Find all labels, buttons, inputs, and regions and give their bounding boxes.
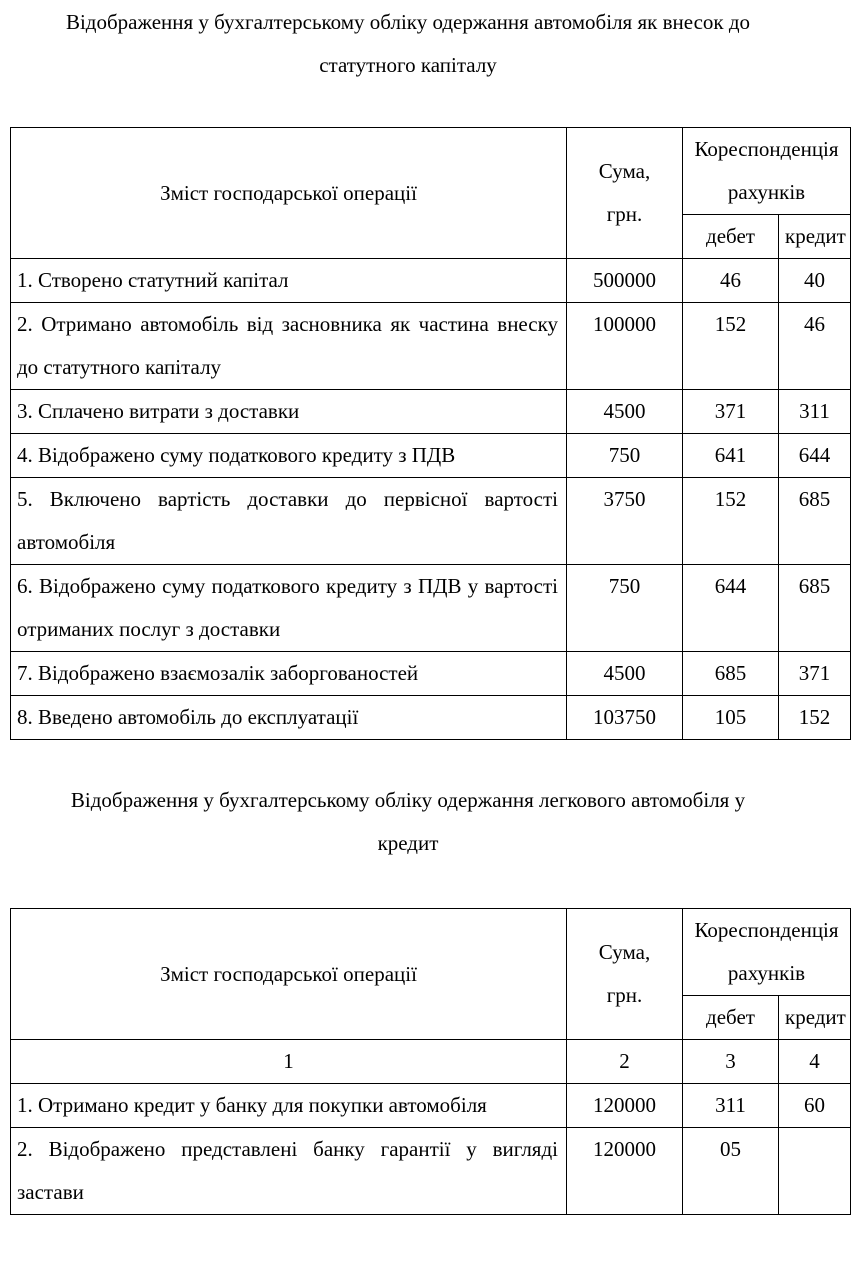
section1-table (10, 127, 851, 740)
table-row (11, 1084, 851, 1128)
debit-cell: 46 (683, 259, 779, 303)
header-correspondence (683, 909, 851, 996)
table-row (11, 390, 851, 434)
header-operation: Зміст господарської операції (11, 909, 567, 1040)
header-credit: кредит (779, 215, 851, 259)
section2-title-line2: кредит (377, 831, 439, 855)
index-row (11, 1040, 851, 1084)
table-row (11, 434, 851, 478)
table-row (11, 478, 851, 565)
sum-cell: 120000 (567, 1128, 683, 1215)
sum-cell: 750 (567, 565, 683, 652)
debit-cell: 685 (683, 652, 779, 696)
header-sum-line1: Сума, (598, 940, 651, 964)
header-credit: кредит (779, 996, 851, 1040)
header-sum (567, 909, 683, 1040)
debit-cell: 152 (683, 478, 779, 565)
header-debit: дебет (683, 996, 779, 1040)
header-sum-line1: Сума, (598, 159, 651, 183)
debit-cell: 371 (683, 390, 779, 434)
header-corr-line2: рахунків (727, 961, 806, 985)
sum-cell: 750 (567, 434, 683, 478)
credit-cell: 685 (779, 478, 851, 565)
credit-cell: 46 (779, 303, 851, 390)
debit-cell: 105 (683, 696, 779, 740)
operation-cell: 2. Отримано автомобіль від засновника як частина внеску до статутного капіталу (11, 303, 567, 390)
debit-cell: 644 (683, 565, 779, 652)
operation-cell: 1. Отримано кредит у банку для покупки автомобіля (11, 1084, 567, 1128)
section2-table (10, 908, 851, 1215)
index-cell: 3 (683, 1040, 779, 1084)
index-cell: 2 (567, 1040, 683, 1084)
header-corr-line2: рахунків (727, 180, 806, 204)
index-cell: 4 (779, 1040, 851, 1084)
header-sum-line2: грн. (606, 202, 643, 226)
operation-cell: 4. Відображено суму податкового кредиту з ПДВ (11, 434, 567, 478)
operation-cell: 8. Введено автомобіль до експлуатації (11, 696, 567, 740)
credit-cell: 40 (779, 259, 851, 303)
table-row (11, 565, 851, 652)
sum-cell: 120000 (567, 1084, 683, 1128)
header-debit: дебет (683, 215, 779, 259)
header-correspondence (683, 128, 851, 215)
section1-title (0, 1, 816, 87)
header-corr-line1: Кореспонденція (694, 137, 839, 161)
section2-title (0, 779, 816, 865)
debit-cell: 05 (683, 1128, 779, 1215)
operation-cell: 2. Відображено представлені банку гарантії у вигляді застави (11, 1128, 567, 1215)
header-operation: Зміст господарської операції (11, 128, 567, 259)
header-sum-line2: грн. (606, 983, 643, 1007)
table-row (11, 696, 851, 740)
operation-cell: 3. Сплачено витрати з доставки (11, 390, 567, 434)
credit-cell (779, 1128, 851, 1215)
sum-cell: 4500 (567, 652, 683, 696)
credit-cell: 371 (779, 652, 851, 696)
operation-cell: 1. Створено статутний капітал (11, 259, 567, 303)
debit-cell: 152 (683, 303, 779, 390)
credit-cell: 685 (779, 565, 851, 652)
index-cell: 1 (11, 1040, 567, 1084)
credit-cell: 311 (779, 390, 851, 434)
operation-cell: 6. Відображено суму податкового кредиту з ПДВ у вартості отриманих послуг з доставки (11, 565, 567, 652)
debit-cell: 311 (683, 1084, 779, 1128)
header-sum (567, 128, 683, 259)
operation-cell: 5. Включено вартість доставки до первісної вартості автомобіля (11, 478, 567, 565)
credit-cell: 60 (779, 1084, 851, 1128)
credit-cell: 152 (779, 696, 851, 740)
sum-cell: 4500 (567, 390, 683, 434)
section1-title-line2: статутного капіталу (319, 53, 497, 77)
section1-title-line1: Відображення у бухгалтерському обліку одержання автомобіля як внесок до (65, 10, 751, 34)
operation-cell: 7. Відображено взаємозалік заборгованостей (11, 652, 567, 696)
sum-cell: 103750 (567, 696, 683, 740)
sum-cell: 3750 (567, 478, 683, 565)
table-row (11, 652, 851, 696)
section2-title-line1: Відображення у бухгалтерському обліку одержання легкового автомобіля у (70, 788, 746, 812)
header-corr-line1: Кореспонденція (694, 918, 839, 942)
table-row (11, 1128, 851, 1215)
table-row (11, 259, 851, 303)
debit-cell: 641 (683, 434, 779, 478)
table-row (11, 303, 851, 390)
sum-cell: 100000 (567, 303, 683, 390)
sum-cell: 500000 (567, 259, 683, 303)
credit-cell: 644 (779, 434, 851, 478)
